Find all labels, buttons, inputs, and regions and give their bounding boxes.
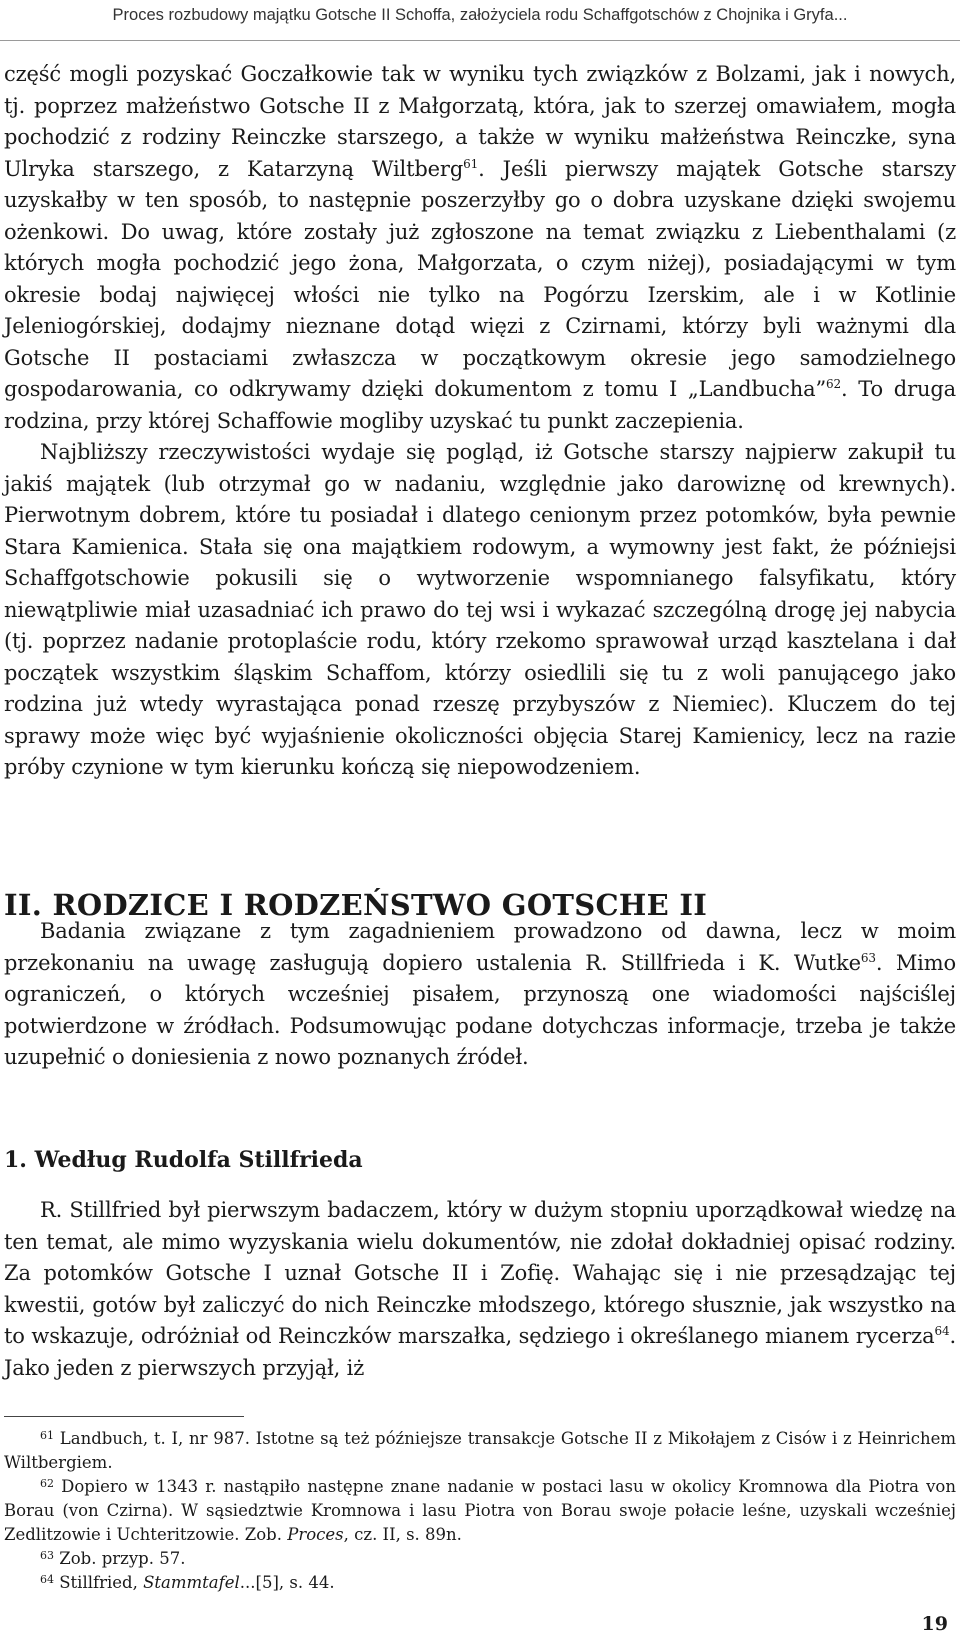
- subsection-heading: 1. Według Rudolfa Stillfrieda: [4, 1147, 363, 1173]
- section-heading: II. RODZICE I RODZEŃSTWO GOTSCHE II: [4, 888, 708, 922]
- footnotes: [4, 1427, 956, 1595]
- running-title: Proces rozbudowy majątku Gotsche II Schoffa, założyciela rodu Schaffgotschów z Chojnika i Gryfa...: [112, 6, 848, 24]
- paragraph-text: Badania związane z tym zagadnieniem prowadzono od dawna, lecz w moim przekonaniu na uwagę zasługują dopiero ustalenia R. Stillfrieda i K. Wutke: [4, 919, 956, 975]
- footnote-ref-61[interactable]: 61: [463, 156, 479, 171]
- paragraph-research: [4, 916, 956, 1074]
- paragraph-text: R. Stillfried był pierwszym badaczem, który w dużym stopniu uporządkował wiedzę na ten temat, ale mimo wyzyskania wielu dokumentów, nie zdołał dokładniej opisać rodziny. Za potomków Gotsche I uznał Gotsche II i Zofię. Wahając się i nie przesądzając tej kwestii, gotów był zaliczyć do nich Reinczke młodszego, którego słusznie, jak wszystko na to wskazuje, odróżniał od Reinczków marszałka, sędziego i określanego mianem rycerza: [4, 1198, 956, 1348]
- footnote-text: Landbuch, t. I, nr 987. Istotne są też późniejsze transakcje Gotsche II z Mikołajem z Cisów i z Heinrichem Wiltbergiem.: [4, 1429, 957, 1472]
- paragraph-text: . Jako jeden z pierwszych przyjął, iż: [4, 1324, 956, 1380]
- footnote-text: ...[5], s. 44.: [239, 1573, 335, 1592]
- footnote-number: 64: [40, 1573, 54, 1586]
- footnote-text: Zob. przyp. 57.: [59, 1549, 186, 1568]
- paragraph-stara-kamienica: Najbliższy rzeczywistości wydaje się pogląd, iż Gotsche starszy najpierw zakupił tu jakiś majątek (lub otrzymał go w nadaniu, względnie jako darowiznę od krewnych). Pierwotnym dobrem, które tu posiadał i dlatego cenionym przez potomków, była pewnie Stara Kamienica. Stała się ona majątkiem rodowym, a wymowny jest fakt, że późniejsi Schaffgotschowie pokusili się o wytworzenie wspomnianego falsyfikatu, który niewątpliwie miał uzasadniać ich prawo do tej wsi i wykazać szczególną drogę jej nabycia (tj. poprzez nadanie protoplaście rodu, który rzekomo sprawował urząd kasztelana i dał początek wszystkim śląskim Schaffom, którzy osiedlili się tu z woli panującego jako rodzina już wtedy wyrastająca ponad rzeszę przybyszów z Niemiec). Kluczem do tej sprawy może więc być wyjaśnienie okoliczności objęcia Starej Kamienicy, lecz na razie próby czynione w tym kierunku kończą się niepowodzeniem.: [4, 440, 956, 779]
- footnote-62: [4, 1475, 956, 1547]
- footnote-text: Stillfried,: [59, 1573, 144, 1592]
- footnote-63: [4, 1547, 956, 1571]
- footnote-64: [4, 1571, 956, 1595]
- footnote-61: [4, 1427, 956, 1475]
- footnote-ref-62[interactable]: 62: [826, 377, 842, 391]
- footnote-number: 61: [40, 1429, 54, 1442]
- footnote-text: Dopiero w 1343 r. nastąpiło następne znane nadanie w postaci lasu w okolicy Kromnowa dla Piotra von Borau (von Czirna). W sąsiedztwie Kromnowa i lasu Piotra von Borau swoje połacie leśne, uzyskali wcześniej Zedlitzowie i Uchteritzowie. Zob.: [4, 1477, 956, 1544]
- footnote-italic-title: Stammtafel: [143, 1573, 240, 1592]
- paragraph-text: . Jeśli pierwszy majątek Gotsche starszy uzyskałby w ten sposób, to następnie poszerzyłby go o dobra uzyskane dzięki swojemu ożenkowi. Do uwag, które zostały już zgłoszone na temat związku z Liebenthalami (z których mogła pochodzić jego żona, Małgorzata, o czym niżej), posiadającymi w tym okresie bodaj najwięcej włości nie tylko na Pogórzu Izerskim, ale i w Kotlinie Jeleniogórskiej, dodajmy nieznane dotąd więzi z Czirnami, którzy byli ważnymi dla Gotsche II postaciami zwłaszcza w początkowym okresie jego samodzielnego gospodarowania, co odkrywamy dzięki dokumentom z tomu I „Landbucha”: [4, 156, 956, 401]
- footnote-separator: [4, 1416, 244, 1417]
- footnote-ref-64[interactable]: 64: [934, 1324, 950, 1338]
- paragraph-stillfried: [4, 1195, 956, 1384]
- footnote-italic-title: Proces: [287, 1525, 344, 1544]
- footnote-number: 63: [40, 1549, 54, 1562]
- paragraph-text: część mogli pozyskać Goczałkowie tak w wyniku tych związków z Bolzami, jak i nowych, tj. poprzez małżeństwo Gotsche II z Małgorzatą, która, jak to szerzej omawiałem, mogła pochodzić z rodziny Reinczke starszego, a także w wyniku małżeństwa Reinczke, syna Ulryka starszego, z Katarzyną Wiltberg: [4, 62, 956, 181]
- page-number: 19: [921, 1613, 948, 1635]
- footnote-number: 62: [40, 1477, 54, 1490]
- footnote-ref-63[interactable]: 63: [860, 950, 876, 965]
- paragraph-text: . To druga rodzina, przy której Schaffowie mogliby uzyskać tu punkt zaczepienia.: [4, 377, 956, 433]
- paragraph-continuation: [4, 59, 956, 437]
- running-header: [0, 0, 960, 41]
- footnote-text: , cz. II, s. 89n.: [343, 1525, 462, 1544]
- paragraph-text: . Mimo ograniczeń, o których wcześniej pisałem, przynoszą one wiadomości najściślej potwierdzone w źródłach. Podsumowując podane dotychczas informacje, trzeba je także uzupełnić o doniesienia z nowo poznanych źródeł.: [4, 950, 956, 1069]
